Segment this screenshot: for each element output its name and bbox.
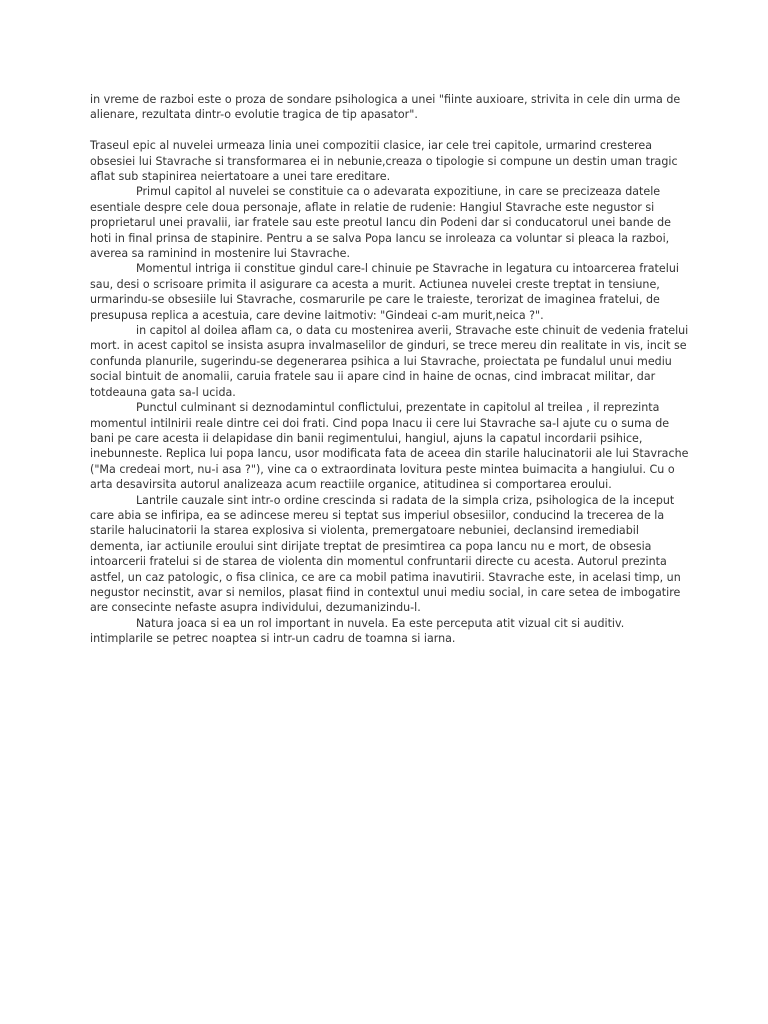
paragraph-epic-structure: Traseul epic al nuvelei urmeaza linia unei compozitii clasice, iar cele trei capitole, urmarind cresterea obsesiei lui Stavrache si transformarea ei in nebunie,creaza o tipologie si compune un destin uman tragic aflat sub stapinirea neiertatoare a unei tare ereditare. — [90, 139, 678, 184]
paragraph-second-chapter: in capitol al doilea aflam ca, o data cu mostenirea averii, Stravache este chinuit de vedenia fratelui mort. in acest capitol se insista asupra invalmaselilor de ginduri, se trece mereu din realitate in vis, incit se confunda planurile, sugerindu-se degenerarea psihica a lui Stavrache, proiectata pe fundalul unui mediu social bintuit de anomalii, caruia fratele sau ii apare cind in haine de ocnas, cind imbracat militar, dar totdeauna gata sa-l ucida. — [90, 324, 689, 399]
paragraph-intrigue: Momentul intriga ii constitue gindul care-l chinuie pe Stavrache in legatura cu intoarcerea fratelui sau, desi o scrisoare primita il asigurare ca acesta a murit. Actiunea nuvelei creste treptat in tensiune, urmarindu-se obsesiile lui Stavrache, cosmarurile pe care le traieste, terorizat de imaginea fratelui, de presupusa replica a acestuia, care devine laitmotiv: "Gindeai c-am murit,neica ?". — [90, 262, 679, 322]
paragraph-nature: Natura joaca si ea un rol important in nuvela. Ea este perceputa atit vizual cit si auditiv. intimplarile se petrec noaptea si intr-un cadru de toamna si iarna. — [90, 616, 625, 646]
paragraph-causal-chain: Lantrile cauzale sint intr-o ordine crescinda si radata de la simpla criza, psihologica de la inceput care abia se infiripa, ea se adincese mereu si teptat sus imperiul obsesiilor, conducind la trecerea de la starile halucinatorii la starea explosiva si violenta, premergatoare nebuniei, declansind iremediabil dementa, iar actiunile eroului sint dirijate treptat de presimtirea ca popa Iancu nu e mort, de obsesia intoarcerii fratelui si de starea de violenta din momentul confruntarii directe cu acesta. Autorul prezinta astfel, un caz patologic, o fisa clinica, ce are ca mobil patima inavutirii. Stavrache este, in acelasi timp, un negustor necinstit, avar si nemilos, plasat fiind in contextul unui mediu social, in care setea de imbogatire are consecinte nefaste asupra individului, dezumanizindu-l. — [90, 493, 681, 615]
paragraph-first-chapter: Primul capitol al nuvelei se constituie ca o adevarata expozitiune, in care se precizeaza datele esentiale despre cele doua personaje, aflate in relatie de rudenie: Hangiul Stavrache este negustor si proprietarul unei pravalii, iar fratele sau este preotul Iancu din Podeni dar si conducatorul unei bande de hoti in final prinsa de stapinire. Pentru a se salva Popa Iancu se inroleaza ca voluntar si pleaca la razboi, averea sa raminind in mostenire lui Stavrache. — [90, 185, 672, 261]
paragraph-climax: Punctul culminant si deznodamintul conflictului, prezentate in capitolul al treilea , il reprezinta momentul intilnirii reale dintre cei doi frati. Cind popa Inacu ii cere lui Stavrache sa-l ajute cu o suma de bani pe care acesta ii delapidase din banii regimentului, hangiul, ajuns la capatul incordarii psihice, inebunneste. Replica lui popa Iancu, usor modificata fata de aceea din starile halucinatorii ale lui Stavrache ("Ma credeai mort, nu-i asa ?"), vine ca o extraordinata lovitura peste mintea buimacita a hangiului. Cu o arta desavirsita autorul analizeaza acum reactiile organice, atitudinea si comportarea eroului. — [90, 401, 689, 492]
paragraph-intro-continuation: in vreme de razboi este o proza de sondare psihologica a unei "fiinte auxioare, strivita in cele din urma de alienare, rezultata dintr-o evolutie tragica de tip apasator". — [90, 93, 681, 122]
document-page — [90, 92, 690, 647]
